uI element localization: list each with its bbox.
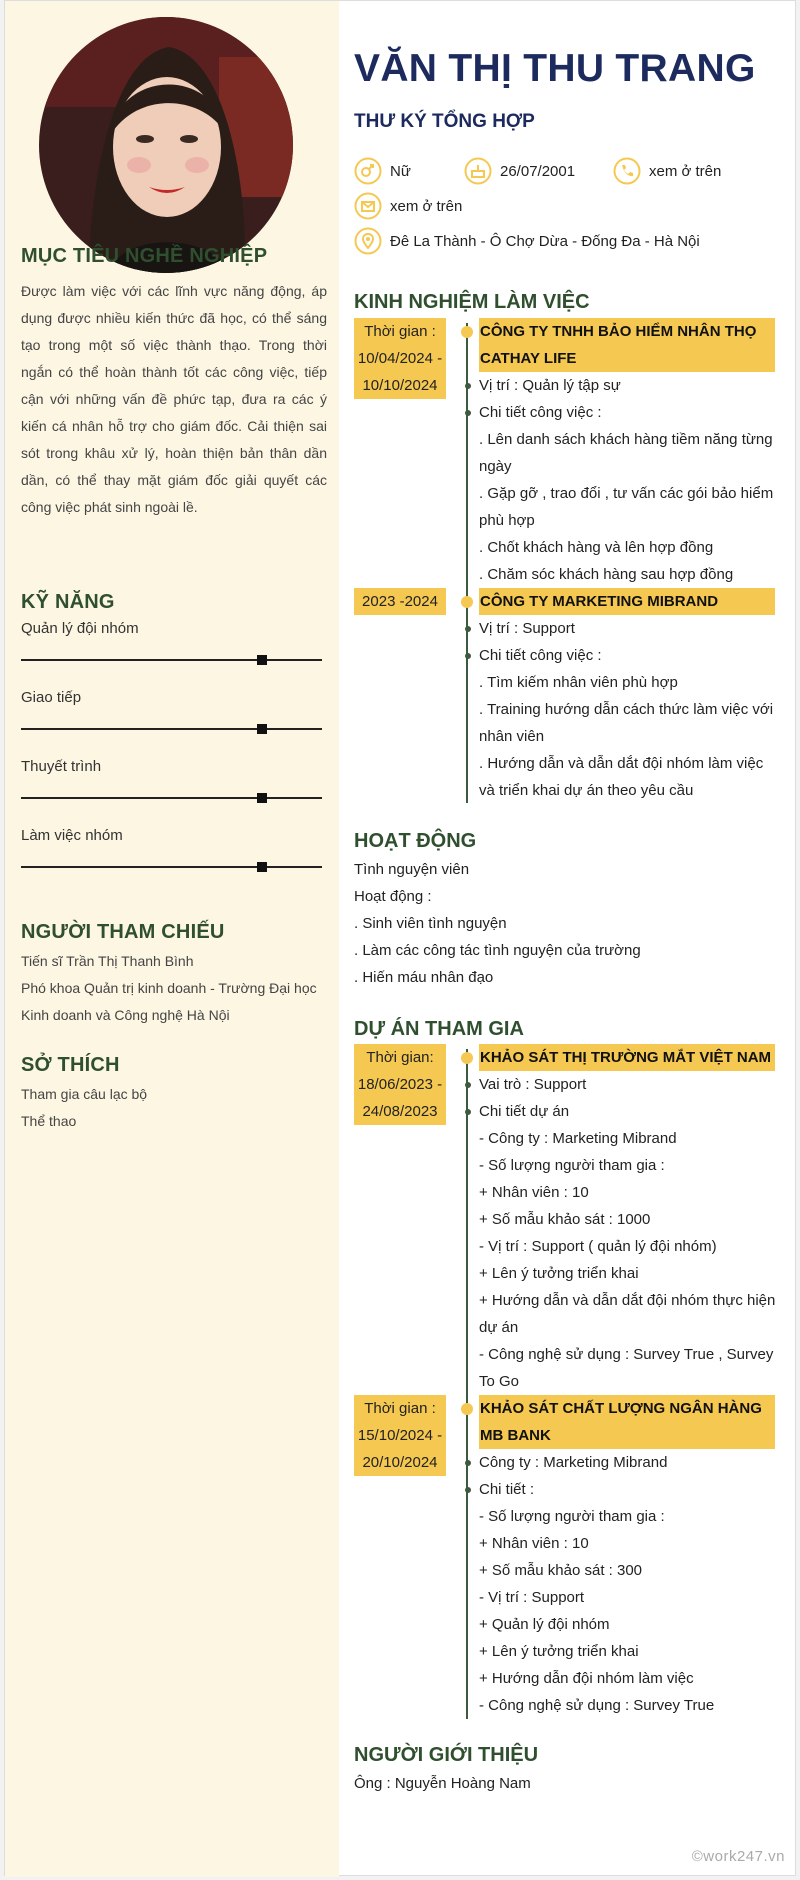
experience-detail: . Hướng dẫn và dẫn dắt đội nhóm làm việc và triển khai dự án theo yêu cầu bbox=[479, 755, 764, 799]
project-title: KHẢO SÁT THỊ TRƯỜNG MẮT VIỆT NAM bbox=[479, 1044, 775, 1071]
experience-period: Thời gian : 10/04/2024 - 10/10/2024 bbox=[354, 318, 446, 399]
activity-line: . Hiến máu nhân đạo bbox=[354, 969, 494, 986]
project-detail: + Nhân viên : 10 bbox=[479, 1535, 589, 1552]
candidate-name: VĂN THỊ THU TRANG bbox=[354, 47, 756, 90]
skill-level-bar bbox=[21, 659, 322, 661]
project-detail: - Số lượng người tham gia : bbox=[479, 1508, 665, 1525]
project-role: Vai trò : Support bbox=[479, 1071, 776, 1098]
phone-value: xem ở trên bbox=[649, 162, 722, 180]
avatar bbox=[39, 17, 293, 273]
projects-timeline bbox=[354, 1044, 778, 1719]
skill-name: Quản lý đội nhóm bbox=[21, 620, 139, 637]
project-detail: - Vị trí : Support ( quản lý đội nhóm) bbox=[479, 1238, 717, 1255]
experience-position: Vị trí : Support bbox=[479, 615, 776, 642]
project-detail: + Hướng dẫn và dẫn dắt đội nhóm thực hiện dự án bbox=[479, 1292, 776, 1336]
timeline-dot bbox=[461, 596, 473, 608]
experience-company: CÔNG TY TNHH BẢO HIỂM NHÂN THỌ CATHAY LIFE bbox=[479, 318, 775, 372]
email-icon bbox=[354, 192, 382, 220]
activity-line: . Sinh viên tình nguyện bbox=[354, 915, 507, 932]
skill-level-marker bbox=[257, 655, 267, 665]
activities-heading: HOẠT ĐỘNG bbox=[354, 830, 477, 852]
skill-name: Giao tiếp bbox=[21, 689, 82, 706]
birthday-info bbox=[464, 157, 575, 185]
cv-page bbox=[4, 0, 796, 1876]
project-detail-label: Chi tiết dự án bbox=[479, 1098, 776, 1125]
projects-heading: DỰ ÁN THAM GIA bbox=[354, 1018, 524, 1040]
project-detail: + Quản lý đội nhóm bbox=[479, 1616, 610, 1633]
project-detail: - Công nghệ sử dụng : Survey True , Survey To Go bbox=[479, 1346, 774, 1390]
skills-section bbox=[21, 591, 327, 895]
project-period: Thời gian: 18/06/2023 - 24/08/2023 bbox=[354, 1044, 446, 1125]
skill-level-marker bbox=[257, 724, 267, 734]
skills-heading: KỸ NĂNG bbox=[21, 591, 115, 613]
skill-name: Thuyết trình bbox=[21, 758, 102, 775]
phone-icon bbox=[613, 157, 641, 185]
activity-line: . Làm các công tác tình nguyện của trường bbox=[354, 942, 641, 959]
phone-info bbox=[613, 157, 721, 185]
timeline-dot bbox=[461, 326, 473, 338]
objective-text: Được làm việc với các lĩnh vực năng động, áp dụng được nhiều kiến thức đã học, có thể sáng tạo trong một số việc thành thạo. Trong thời ngắn có thể hoàn thành tốt các công việc, tiếp cận với những vấn đề phức tạp, đưa ra các ý kiến cá nhân hỗ trợ cho giám đốc. Cải thiện sai sót trong khâu xử lý, hoàn thiện bản thân dần dần, có thể thay mặt giám đốc giải quyết các công việc phát sinh ngoài lề. bbox=[21, 283, 327, 515]
skill-level-bar bbox=[21, 797, 322, 799]
timeline-line bbox=[466, 323, 468, 803]
job-title: THƯ KÝ TỔNG HỢP bbox=[354, 111, 535, 132]
timeline-dot bbox=[461, 1403, 473, 1415]
project-detail: - Công ty : Marketing Mibrand bbox=[479, 1130, 677, 1147]
birthday-value: 26/07/2001 bbox=[500, 162, 576, 180]
skills-list bbox=[21, 619, 327, 895]
gender-value: Nữ bbox=[390, 162, 411, 180]
experience-detail-label: Chi tiết công việc : bbox=[479, 642, 776, 669]
experience-detail: . Training hướng dẫn cách thức làm việc với nhân viên bbox=[479, 701, 774, 745]
skill-item bbox=[21, 688, 327, 757]
skill-level-bar bbox=[21, 728, 322, 730]
skill-item bbox=[21, 619, 327, 688]
project-detail: - Công nghệ sử dụng : Survey True bbox=[479, 1697, 715, 1714]
hobby-item: Tham gia câu lạc bộ bbox=[21, 1086, 148, 1102]
skill-item bbox=[21, 757, 327, 826]
referrer-text: Ông : Nguyễn Hoàng Nam bbox=[354, 1775, 531, 1792]
reference-name: Tiến sĩ Trần Thị Thanh Bình bbox=[21, 953, 194, 969]
experience-detail-label: Chi tiết công việc : bbox=[479, 399, 776, 426]
objective-heading: MỤC TIÊU NGHỀ NGHIỆP bbox=[21, 245, 268, 267]
experience-period: 2023 -2024 bbox=[354, 588, 446, 615]
project-detail: + Lên ý tưởng triển khai bbox=[479, 1643, 639, 1660]
project-detail-label: Chi tiết : bbox=[479, 1476, 776, 1503]
skill-level-bar bbox=[21, 866, 322, 868]
project-title: KHẢO SÁT CHẤT LƯỢNG NGÂN HÀNG MB BANK bbox=[479, 1395, 775, 1449]
email-value: xem ở trên bbox=[390, 197, 463, 215]
project-detail: + Nhân viên : 10 bbox=[479, 1184, 589, 1201]
location-icon bbox=[354, 227, 382, 255]
experience-company: CÔNG TY MARKETING MIBRAND bbox=[479, 588, 775, 615]
project-detail: + Lên ý tưởng triển khai bbox=[479, 1265, 639, 1282]
activity-line: Tình nguyện viên bbox=[354, 861, 470, 878]
project-detail: + Số mẫu khảo sát : 300 bbox=[479, 1562, 643, 1579]
skill-level-marker bbox=[257, 793, 267, 803]
experience-detail: . Lên danh sách khách hàng tiềm năng từng ngày bbox=[479, 431, 773, 475]
skill-level-marker bbox=[257, 862, 267, 872]
project-detail: + Hướng dẫn đội nhóm làm việc bbox=[479, 1670, 694, 1687]
hobby-item: Thể thao bbox=[21, 1113, 77, 1129]
hobbies-section bbox=[21, 1054, 327, 1135]
project-detail: + Số mẫu khảo sát : 1000 bbox=[479, 1211, 651, 1228]
reference-title: Phó khoa Quản trị kinh doanh - Trường Đại học Kinh doanh và Công nghệ Hà Nội bbox=[21, 980, 317, 1023]
timeline-line bbox=[466, 1049, 468, 1719]
timeline-dot bbox=[461, 1052, 473, 1064]
objective-section bbox=[21, 245, 327, 521]
project-period: Thời gian : 15/10/2024 - 20/10/2024 bbox=[354, 1395, 446, 1476]
birthday-cake-icon bbox=[464, 157, 492, 185]
experience-heading: KINH NGHIỆM LÀM VIỆC bbox=[354, 291, 590, 313]
experience-detail: . Chăm sóc khách hàng sau hợp đồng bbox=[479, 566, 734, 583]
address-value: Đê La Thành - Ô Chợ Dừa - Đống Đa - Hà Nội bbox=[390, 232, 700, 250]
gender-icon bbox=[354, 157, 382, 185]
project-detail: - Số lượng người tham gia : bbox=[479, 1157, 665, 1174]
watermark: ©work247.vn bbox=[691, 1848, 785, 1865]
project-detail: - Vị trí : Support bbox=[479, 1589, 585, 1606]
project-role: Công ty : Marketing Mibrand bbox=[479, 1449, 776, 1476]
hobbies-heading: SỞ THÍCH bbox=[21, 1054, 120, 1076]
skill-name: Làm việc nhóm bbox=[21, 827, 123, 844]
experience-detail: . Gặp gỡ , trao đổi , tư vấn các gói bảo hiểm phù hợp bbox=[479, 485, 774, 529]
sidebar bbox=[5, 1, 339, 1877]
references-heading: NGƯỜI THAM CHIẾU bbox=[21, 921, 225, 943]
email-info bbox=[354, 192, 462, 220]
gender-info bbox=[354, 157, 411, 185]
experience-detail: . Tìm kiếm nhân viên phù hợp bbox=[479, 674, 678, 691]
address-info bbox=[354, 227, 700, 255]
experience-detail: . Chốt khách hàng và lên hợp đồng bbox=[479, 539, 714, 556]
referrer-heading: NGƯỜI GIỚI THIỆU bbox=[354, 1744, 539, 1766]
experience-position: Vị trí : Quản lý tập sự bbox=[479, 372, 776, 399]
references-section bbox=[21, 921, 327, 1029]
skill-item bbox=[21, 826, 327, 895]
experience-timeline bbox=[354, 318, 778, 804]
activity-line: Hoạt động : bbox=[354, 888, 432, 905]
